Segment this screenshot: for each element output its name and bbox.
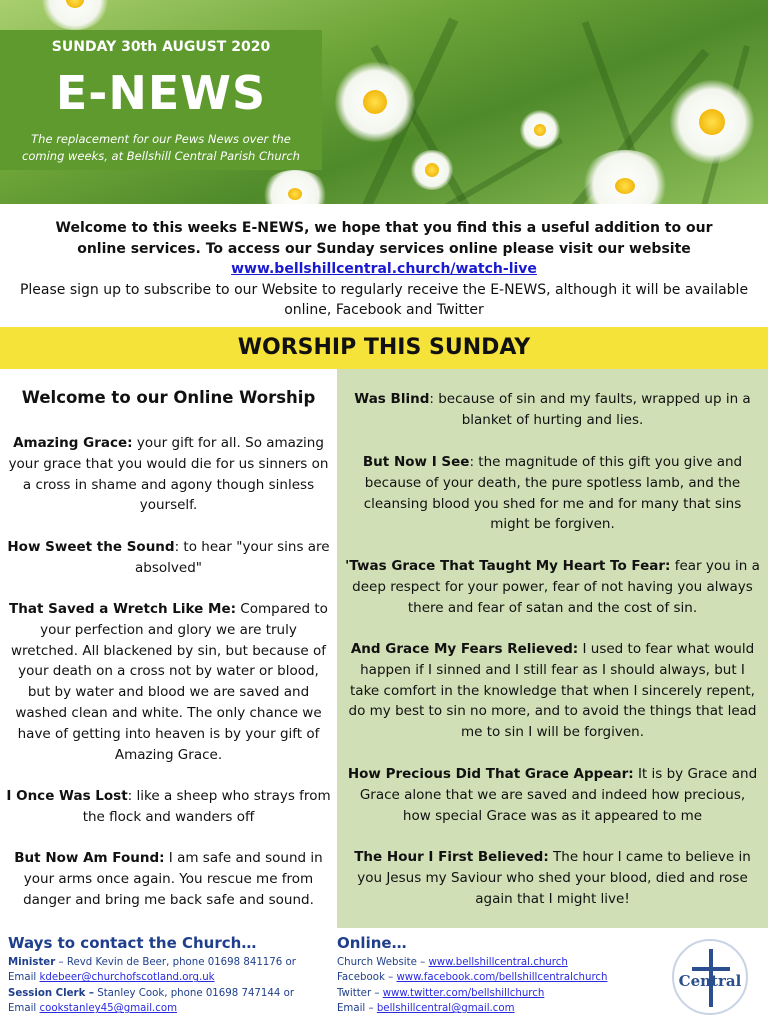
clerk-label: Session Clerk – [8, 987, 94, 999]
issue-date: SUNDAY 30th AUGUST 2020 [51, 39, 271, 55]
church-logo [672, 939, 748, 1015]
church-email-link[interactable]: bellshillcentral@gmail.com [376, 1003, 515, 1015]
paragraph-lead: But Now I See [362, 454, 470, 470]
worship-paragraph [5, 786, 332, 828]
worship-paragraph [345, 847, 760, 909]
email-label: Email – [337, 1003, 377, 1015]
contact-heading: Ways to contact the Church… [8, 934, 257, 952]
minister-label: Minister [8, 957, 56, 968]
email-label: Email [8, 1003, 40, 1015]
paragraph-text: : like a sheep who strays from the flock and wanders off [82, 788, 331, 825]
worship-paragraph [345, 556, 760, 618]
paragraph-text: fear you in a deep respect for your power, fear of not having you always there and fear of satan and the cost of sin. [352, 558, 760, 616]
paragraph-text: : the magnitude of this gift you give and because of your death, the pure spotless lamb, and the cleansing blood you shed for me and for many that sins might be forgiven. [363, 454, 743, 533]
intro-subscribe-text: Please sign up to subscribe to our Website to regularly receive the E-NEWS, although it will be available online, Facebook and Twitter [19, 281, 749, 318]
clerk-email-link[interactable]: cookstanley45@gmail.com [39, 1003, 178, 1015]
title-box [0, 30, 322, 170]
worship-paragraph [5, 848, 332, 910]
paragraph-lead: That Saved a Wretch Like Me: [9, 601, 236, 617]
newsletter-subtitle: The replacement for our Pews News over the coming weeks, at Bellshill Central Parish Church [22, 132, 300, 163]
paragraph-text: Compared to your perfection and glory we are truly wretched. All blackened by sin, but because of your death on a cross not by water or blood, but by water and blood we are saved and washed clean and white. The only chance we have of getting into heaven is by your gift of Amazing Grace. [11, 601, 328, 763]
worship-paragraph [5, 599, 332, 765]
paragraph-text: I am safe and sound in your arms once again. You rescue me from danger and bring me back safe and sound. [23, 850, 323, 908]
right-column [337, 369, 768, 928]
intro-section [0, 218, 768, 321]
website-link[interactable]: www.bellshillcentral.church [428, 957, 568, 968]
clerk-text: Stanley Cook, phone 01698 747144 or [93, 987, 295, 999]
paragraph-lead: How Sweet the Sound [7, 539, 175, 555]
twitter-link[interactable]: www.twitter.com/bellshillchurch [382, 987, 545, 999]
twitter-label: Twitter – [337, 987, 383, 999]
facebook-label: Facebook – [337, 972, 397, 984]
paragraph-lead: Was Blind [354, 391, 430, 407]
worship-paragraph [345, 452, 760, 535]
contact-details [8, 955, 333, 1017]
cross-bar [692, 967, 730, 971]
online-details [337, 955, 667, 1017]
paragraph-text: : because of sin and my faults, wrapped up in a blanket of hurting and lies. [429, 391, 751, 428]
newsletter-title: E-NEWS [55, 66, 267, 120]
paragraph-text: I used to fear what would happen if I sinned and I still fear as I should always, but I take comfort in the knowledge that when I sincerely repent, do my best to sin no more, and to avoid the things that lead me to sin I will be forgiven. [348, 641, 757, 741]
paragraph-text: your gift for all. So amazing your grace that you would die for us sinners on a cross in shame and agony though sinless yourself. [8, 435, 329, 514]
logo-text: Central [678, 972, 742, 990]
paragraph-text: It is by Grace and Grace alone that we are saved and indeed how precious, how special Grace was as it appeared to me [359, 766, 758, 824]
paragraph-lead: 'Twas Grace That Taught My Heart To Fear: [345, 558, 671, 574]
worship-paragraph [345, 764, 760, 826]
paragraph-lead: And Grace My Fears Relieved: [350, 641, 579, 657]
worship-heading: Welcome to our Online Worship [21, 388, 316, 407]
worship-paragraph [5, 537, 332, 579]
worship-paragraph [345, 639, 760, 743]
online-heading: Online… [337, 934, 407, 952]
paragraph-lead: Amazing Grace: [13, 435, 133, 451]
paragraph-lead: The Hour I First Believed: [354, 849, 549, 865]
website-label: Church Website – [337, 957, 429, 968]
paragraph-text: : to hear "your sins are absolved" [135, 539, 330, 576]
left-column [0, 369, 337, 928]
paragraph-lead: How Precious Did That Grace Appear: [347, 766, 634, 782]
facebook-link[interactable]: www.facebook.com/bellshillcentralchurch [396, 972, 608, 984]
paragraph-lead: I Once Was Lost [6, 788, 128, 804]
worship-banner: WORSHIP THIS SUNDAY [0, 327, 768, 369]
paragraph-text: The hour I came to believe in you Jesus my Saviour who shed your blood, died and rose again that I might live! [357, 849, 751, 907]
worship-paragraph [5, 433, 332, 516]
worship-paragraph [345, 389, 760, 431]
watch-live-link[interactable]: www.bellshillcentral.church/watch-live [231, 261, 537, 277]
paragraph-lead: But Now Am Found: [14, 850, 165, 866]
email-label: Email [8, 972, 40, 984]
intro-welcome-text: Welcome to this weeks E-NEWS, we hope that you find this a useful addition to our online services. To access our Sunday services online please visit our website [55, 220, 713, 257]
minister-email-link[interactable]: kdebeer@churchofscotland.org.uk [39, 972, 215, 984]
hero-image [0, 0, 768, 204]
minister-text: – Revd Kevin de Beer, phone 01698 841176 or [55, 957, 296, 968]
